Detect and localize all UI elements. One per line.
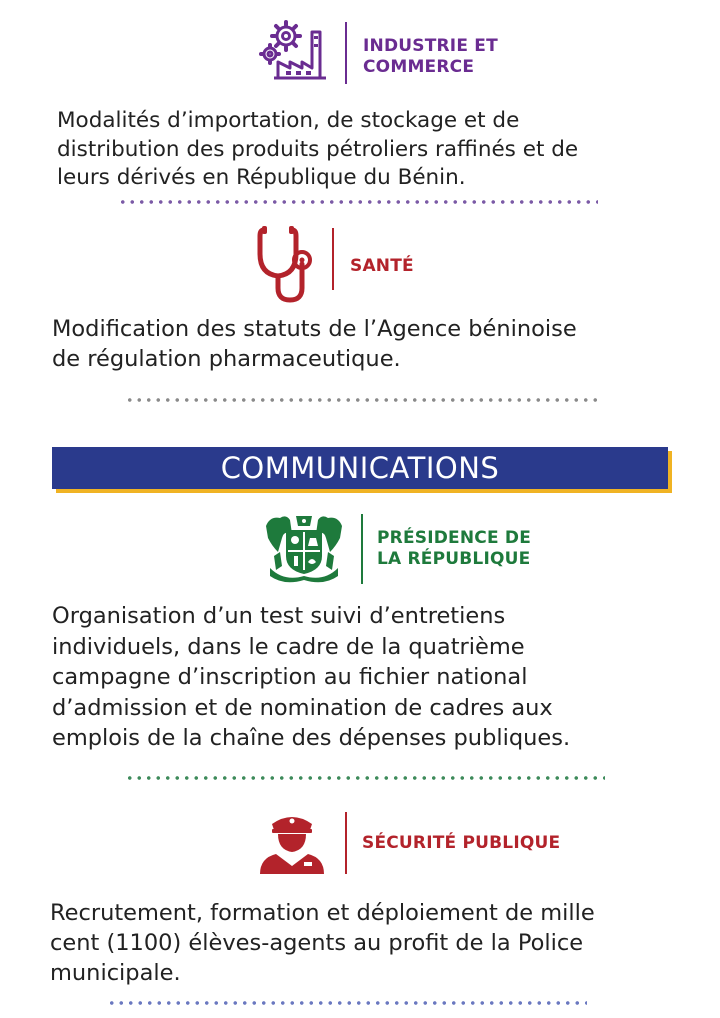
section-divider (361, 514, 363, 584)
police-officer-icon (258, 810, 326, 874)
section-divider (332, 228, 334, 290)
dotted-divider (118, 199, 598, 205)
section-description: Organisation d’un test suivi d’entretiens individuels, dans le cadre de la quatrième campagne d’inscription au fichier national d’admission et de nomination de cadres aux emplois de la chaîne des dépenses publiques. (52, 603, 571, 751)
dotted-divider (125, 397, 603, 403)
section-title: PRÉSIDENCE DE LA RÉPUBLIQUE (377, 528, 532, 569)
section-title: SANTÉ (350, 256, 414, 276)
dotted-divider (125, 775, 605, 781)
section-presidence (0, 500, 720, 790)
section-divider (345, 812, 347, 874)
communications-banner: COMMUNICATIONS (52, 447, 668, 489)
section-description: Modification des statuts de l’Agence béninoise de régulation pharmaceutique. (52, 316, 577, 372)
section-divider (345, 22, 347, 84)
dotted-divider (107, 1000, 587, 1006)
section-title: INDUSTRIE ET COMMERCE (363, 36, 498, 77)
section-securite-publique (0, 790, 720, 1018)
section-description: Modalités d’importation, de stockage et de distribution des produits pétroliers raffinés et de leurs dérivés en République du Bénin. (57, 108, 579, 190)
section-industrie-commerce (0, 0, 720, 210)
section-description: Recrutement, formation et déploiement de mille cent (1100) élèves-agents au profit de la Police municipale. (50, 900, 595, 986)
stethoscope-icon (256, 224, 320, 306)
factory-gears-icon (256, 16, 330, 84)
section-title: SÉCURITÉ PUBLIQUE (362, 833, 561, 853)
section-sante (0, 210, 720, 410)
coat-of-arms-icon (264, 512, 344, 584)
